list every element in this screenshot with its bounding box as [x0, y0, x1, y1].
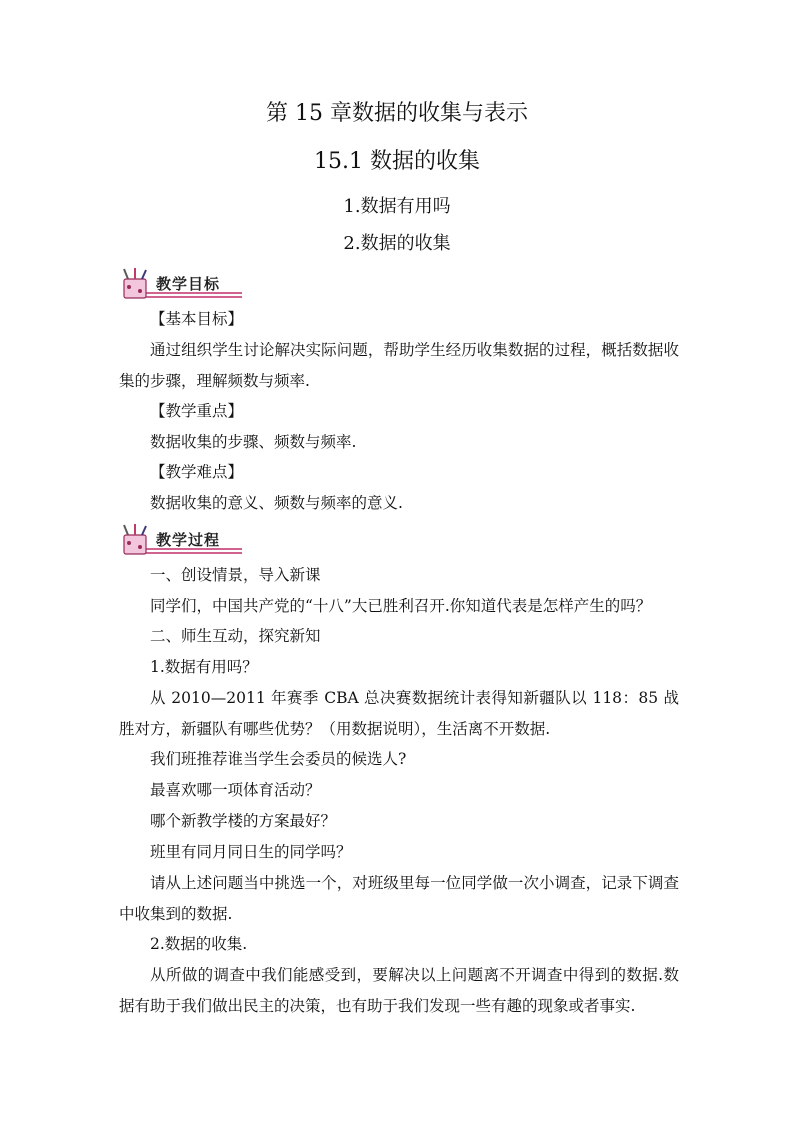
question-1: 1.数据有用吗？	[150, 658, 258, 676]
subsection-title-2: 2.数据的收集	[343, 233, 451, 254]
subsection-title-1: 1.数据有用吗	[343, 196, 451, 217]
difficulty-heading: 【教学难点】	[150, 463, 244, 481]
paragraph-cba: 从 2010—2011 年赛季 CBA 总决赛数据统计表得知新疆队以 118：85 战胜对方，新疆队有哪些优势？（用数据说明），生活离不开数据.	[119, 689, 679, 738]
paragraph-survey: 请从上述问题当中挑选一个，对班级里每一位同学做一次小调查，记录下调查中收集到的数据.	[119, 874, 679, 923]
paragraph-conclusion: 从所做的调查中我们能感受到，要解决以上问题离不开调查中得到的数据.数据有助于我们做出民主的决策，也有助于我们发现一些有趣的现象或者事实.	[119, 966, 679, 1015]
question-2: 2.数据的收集.	[150, 935, 248, 953]
key-point-heading: 【教学重点】	[150, 402, 244, 420]
paragraph-birthday: 班里有同月同日生的同学吗？	[150, 843, 352, 861]
teaching-goals-badge	[118, 267, 244, 301]
chapter-title: 第 15 章数据的收集与表示	[266, 101, 528, 126]
teaching-process-badge	[118, 523, 244, 557]
basic-goal-text: 通过组织学生讨论解决实际问题，帮助学生经历收集数据的过程，概括数据收集的步骤，理解频数与频率.	[119, 341, 679, 390]
difficulty-text: 数据收集的意义、频数与频率的意义.	[150, 494, 403, 512]
paragraph-candidate: 我们班推荐谁当学生会委员的候选人?	[150, 750, 407, 768]
teaching-goals-label: 教学目标	[156, 275, 221, 293]
paragraph-building: 哪个新教学楼的方案最好？	[150, 812, 337, 830]
key-point-text: 数据收集的步骤、频数与频率.	[150, 433, 357, 451]
basic-goal-heading: 【基本目标】	[150, 310, 244, 328]
section-1-text: 同学们，中国共产党的“十八”大已胜利召开.你知道代表是怎样产生的吗？	[150, 597, 652, 615]
section-2-heading: 二、师生互动，探究新知	[150, 627, 321, 645]
section-1-heading: 一、创设情景，导入新课	[150, 566, 321, 584]
section-title: 15.1 数据的收集	[314, 149, 480, 174]
teaching-process-label: 教学过程	[156, 531, 221, 549]
paragraph-sport: 最喜欢哪一项体育活动？	[150, 781, 321, 799]
